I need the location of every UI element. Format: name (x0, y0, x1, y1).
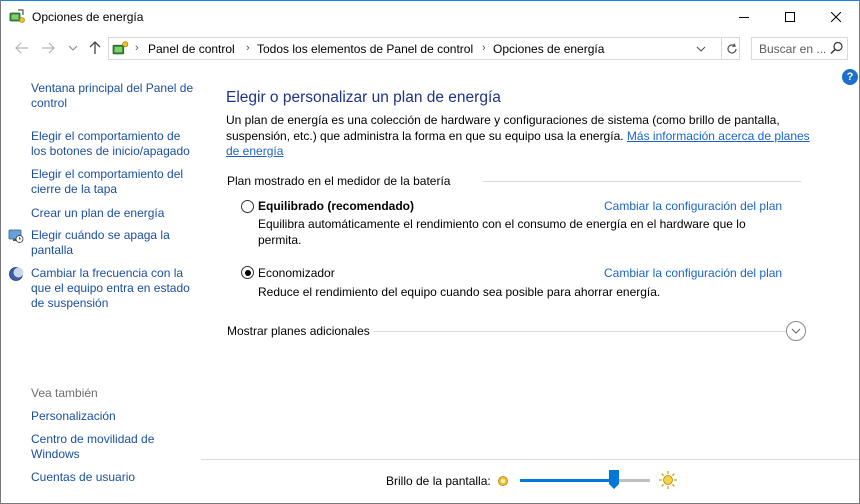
chevron-down-icon (696, 46, 706, 53)
refresh-button[interactable] (721, 38, 741, 59)
change-plan-settings-balanced[interactable]: Cambiar la configuración del plan (604, 199, 783, 213)
power-options-icon (9, 8, 25, 24)
chevron-down-icon (68, 44, 78, 52)
sidebar-link-sleep[interactable]: Cambiar la frecuencia con la que el equipo entra en estado de suspensión (31, 266, 190, 310)
left-navigation-pane (1, 64, 201, 504)
window-title: Opciones de energía (32, 10, 144, 24)
back-arrow-icon (15, 42, 29, 54)
breadcrumb-control-panel[interactable]: Panel de control (148, 42, 235, 56)
title-bar (1, 1, 859, 32)
see-also-heading: Vea también (31, 386, 98, 400)
navigation-bar (1, 32, 859, 64)
close-button[interactable] (813, 1, 859, 32)
dim-brightness-icon (497, 475, 509, 487)
search-placeholder: Buscar en ... (759, 42, 827, 56)
breadcrumb-separator: › (135, 42, 139, 54)
brightness-slider-track[interactable] (520, 479, 650, 482)
recent-locations-button[interactable] (63, 38, 83, 58)
main-content (201, 64, 859, 459)
breadcrumb-power-options[interactable]: Opciones de energía (493, 42, 605, 56)
change-plan-settings-power-saver[interactable]: Cambiar la configuración del plan (604, 266, 783, 280)
group-divider (483, 181, 801, 182)
sidebar-link-display-off[interactable]: Elegir cuándo se apaga la pantalla (31, 228, 170, 257)
search-icon (830, 41, 844, 55)
expand-additional-plans-button[interactable] (786, 321, 806, 341)
refresh-icon (726, 43, 738, 55)
breadcrumb-separator: › (246, 42, 250, 54)
brightness-label: Brillo de la pantalla: (386, 474, 491, 488)
plan-description-balanced: Equilibra automáticamente el rendimiento con el consumo de energía en el hardware que lo permita. (258, 217, 746, 247)
monitor-clock-icon (8, 228, 24, 244)
up-button[interactable] (85, 38, 105, 58)
plan-radio-balanced[interactable] (241, 200, 254, 213)
bright-brightness-icon (658, 470, 678, 490)
sidebar-link-create-plan[interactable]: Crear un plan de energía (31, 206, 165, 220)
back-button[interactable] (12, 38, 32, 58)
minimize-icon (739, 12, 749, 22)
sidebar-link-power-buttons[interactable]: Elegir el comportamiento de los botones de inicio/apagado (31, 129, 190, 158)
chevron-down-icon (791, 328, 801, 335)
battery-meter-group-label: Plan mostrado en el medidor de la batería (227, 174, 451, 188)
address-history-button[interactable] (693, 41, 709, 57)
brightness-bar (201, 459, 859, 503)
see-also-mobility-center[interactable]: Centro de movilidad de Windows (31, 432, 155, 461)
additional-plans-divider (373, 331, 787, 332)
forward-arrow-icon (41, 42, 55, 54)
close-icon (831, 12, 841, 22)
maximize-icon (785, 12, 795, 22)
page-title: Elegir o personalizar un plan de energía (226, 89, 501, 106)
maximize-button[interactable] (767, 1, 813, 32)
plan-description-power-saver: Reduce el rendimiento del equipo cuando sea posible para ahorrar energía. (258, 285, 661, 299)
show-additional-plans-label[interactable]: Mostrar planes adicionales (227, 324, 370, 338)
up-arrow-icon (89, 41, 101, 55)
breadcrumb-separator: › (482, 42, 486, 54)
plan-name-power-saver[interactable]: Economizador (258, 266, 335, 280)
breadcrumb-all-items[interactable]: Todos los elementos de Panel de control (257, 42, 474, 56)
forward-button[interactable] (38, 38, 58, 58)
brightness-slider-thumb[interactable] (609, 470, 619, 490)
plan-radio-power-saver[interactable] (241, 266, 254, 279)
help-icon[interactable]: ? (842, 69, 858, 85)
page-description: Un plan de energía es una colección de hardware y configuraciones de sistema (como brillo de pantalla, suspensión, etc.) que administra la forma en que su equipo usa la energía. Más información acerca de planes de energía (226, 113, 810, 158)
more-info-link[interactable]: Más información acerca de planes de energía (226, 128, 810, 158)
address-bar[interactable] (108, 37, 740, 60)
sidebar-link-control-panel-home[interactable]: Ventana principal del Panel de control (31, 81, 194, 110)
moon-icon (8, 266, 24, 282)
sidebar-link-lid-close[interactable]: Elegir el comportamiento del cierre de la tapa (31, 167, 184, 196)
minimize-button[interactable] (721, 1, 767, 32)
see-also-user-accounts[interactable]: Cuentas de usuario (31, 470, 136, 484)
control-panel-icon (112, 40, 129, 57)
plan-name-balanced[interactable]: Equilibrado (recomendado) (258, 199, 415, 213)
see-also-personalization[interactable]: Personalización (31, 409, 116, 423)
search-box[interactable] (751, 37, 848, 60)
brightness-slider-fill (520, 479, 614, 482)
